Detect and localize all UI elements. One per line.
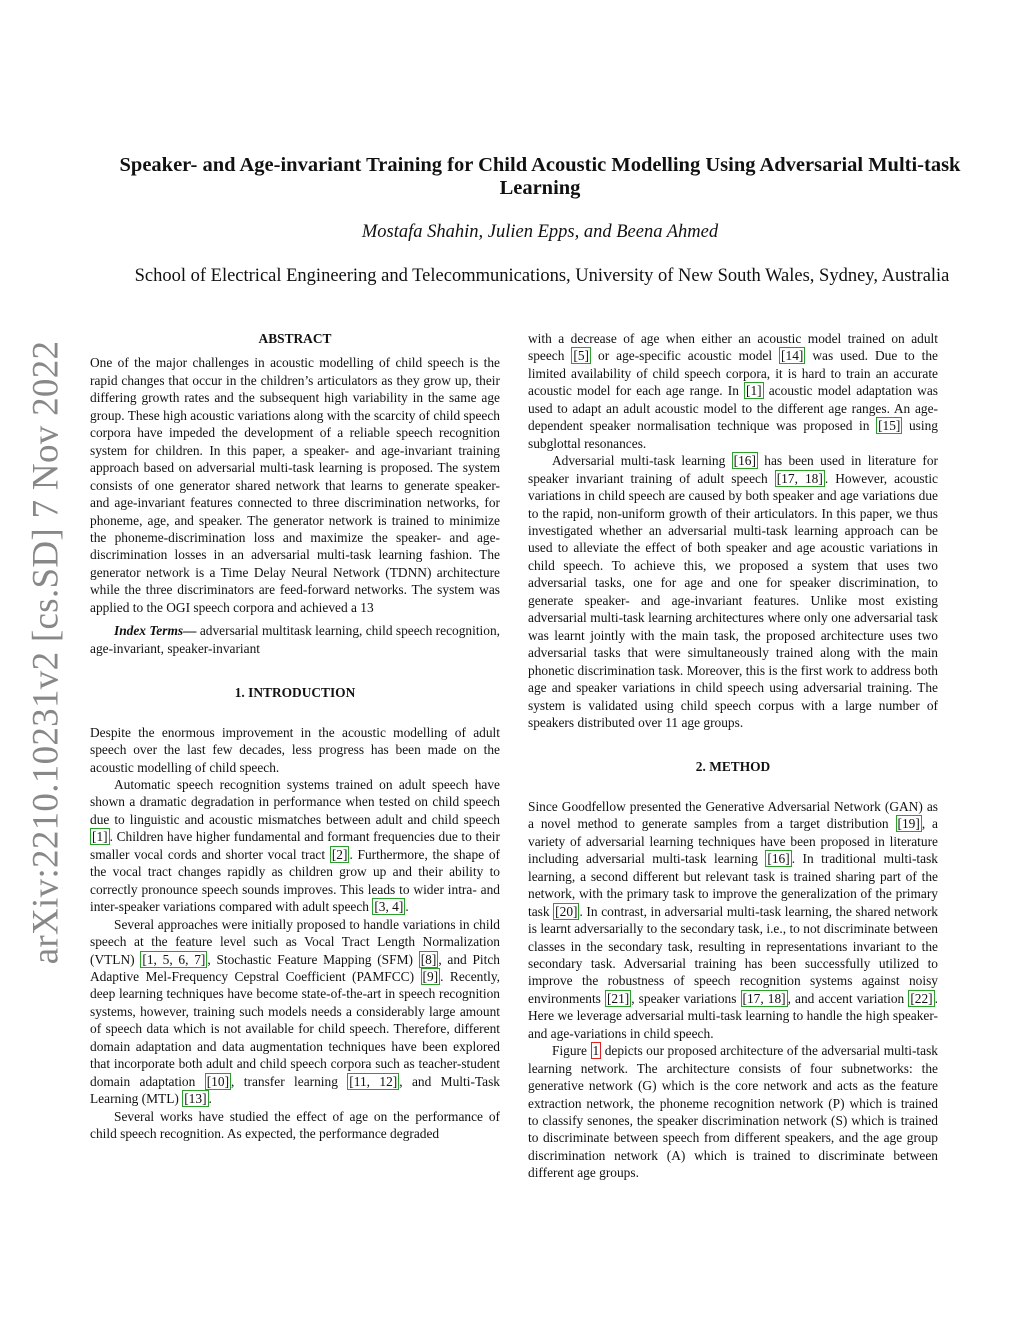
citation-link[interactable]: [15] [878,418,901,434]
intro-paragraph-5: with a decrease of age when either an acoustic model trained on adult speech [5] or age-specific acoustic model [14] was used. Due to the limited availability of child speech corpora, it is hard to train an accurate acoustic model for each age range. In [1] acoustic model adaptation was used to adapt an adult acoustic model to the different age ranges. An age-dependent speaker normalisation technique was proposed in [15] using subglottal resonances. [528,331,938,451]
citation-link[interactable]: [14] [781,348,804,364]
method-paragraph-2: Figure 1 depicts our proposed architecture of the adversarial multi-task learning network. The architecture consists of four subnetworks: the generative network (G) which is the core network and acts as the feature extraction network, the phoneme recognition network (P) which is trained to classify senones, the speaker discrimination network (S) which is trained to discriminate between speech from different speakers, and the age group discrimination network (A) which is trained to discriminate between different age groups. [528,1043,939,1181]
intro-paragraph-3: Several approaches were initially proposed to handle variations in child speech at the feature level such as Vocal Tract Length Normalization (VTLN) [1, 5, 6, 7] , Stochastic Feature Mapping (SFM) [8] , and Pitch Adaptive Mel-Frequency Cepstral Coefficient (PAMFCC) [9] . Recently, deep learning techniques have become state-of-the-art in speech recognition systems, however, training such models needs a considerably large amount of speech data which is not available for child speech. Therefore, different domain adaptation and data augmentation techniques have been explored that incorporate both adult and child speech corpora such as teacher-student domain adaptation [10] , transfer learning [11, 12] , and Multi-Task Learning (MTL) [13] . [90,916,501,1107]
index-terms-text: adversarial multitask learning, child speech recognition, age-invariant, speaker-invariant [90,623,500,656]
citation-link[interactable]: [21] [606,990,630,1006]
abstract-text: One of the major challenges in acoustic modelling of child speech is the rapid changes that occur in the children’s articulators as they grow up, their differing growth rates and the subsequent high variability in the same age group. These high acoustic variations along with the scarcity of child speech corpora have impeded the development of a reliable speech recognition system for children. In this paper, a speaker- and age-invariant training approach based on adversarial multi-task learning is proposed. The system consists of one generator shared network that learns to generate speaker- and age-invariant features connected to three discrimination networks, for phoneme, age, and speaker. The generator network is trained to minimize the phoneme-discrimination loss and maximize the speaker- and age-discrimination losses in an adversarial multi-task learning fashion. The generator network is a Time Delay Neural Network (TDNN) architecture while the three discriminators are feed-forward networks. The system was applied to the OGI speech corpora and achieved a 13 [90,355,500,615]
citation-link[interactable]: [17, 18] [776,470,823,486]
abstract-heading: ABSTRACT [258,331,332,346]
citation-link[interactable]: [16] [733,453,756,469]
arxiv-identifier: arXiv:2210.10231v2 [cs.SD] 7 Nov 2022 [25,340,67,965]
citation-link[interactable]: [22] [910,990,933,1006]
citation-link[interactable]: [13] [184,1091,207,1107]
introduction-heading: 1. INTRODUCTION [234,685,356,701]
citation-link[interactable]: [10] [206,1073,230,1089]
citation-link[interactable]: [1, 5, 6, 7] [142,951,206,967]
citation-link[interactable]: [5] [573,348,590,364]
method-heading: 2. METHOD [695,759,771,775]
citation-link[interactable]: [20] [555,903,578,919]
index-terms [90,622,500,657]
paper-title: Speaker- and Age-invariant Training for Child Acoustic Modelling Using Adversarial Multi-task Learning [119,154,961,199]
citation-link[interactable]: [3, 4] [374,899,404,915]
index-terms-label: Index Terms— [114,623,197,639]
intro-paragraph-6: Adversarial multi-task learning [16] has been used in literature for speaker invariant training of adult speech [17, 18] . However, acoustic variations in child speech are caused by both speaker and age variations due to the rapid, non-uniform growth of their articulators. In this paper, we thus investigated whether an adversarial multi-task learning approach can be used to alleviate the effect of both speaker and age acoustic variations in child speech. To achieve this, we proposed a system that uses two adversarial tasks, one for age and one for speaker discrimination, to generate speaker- and age-invariant features. Unlike most existing adversarial multi-task learning architectures where only one adversarial task was learnt jointly with the main task, the proposed architecture uses two adversarial tasks that were simultaneously trained along with the main phonetic discrimination task. Moreover, this is the first work to address both age and speaker variations in child speech using adversarial training. The system is validated using child speech corpus with a large number of speakers distributed over 11 age groups. [528,453,938,730]
citation-link[interactable]: [1] [92,829,108,845]
paper-affiliation: School of Electrical Engineering and Telecommunications, University of New South Wales, Sydney, Australia [134,266,950,286]
intro-paragraph-1: Despite the enormous improvement in the acoustic modelling of adult speech over the last few decades, less progress has been made on the acoustic modelling of child speech. [90,724,500,775]
method-paragraph-1: Since Goodfellow presented the Generative Adversarial Network (GAN) as a novel method to generate samples from a target distribution [19] , a variety of adversarial learning techniques have been proposed in literature including adversarial multi-task learning [16] . In traditional multi-task learning, a second different but relevant task is trained sharing part of the network, with the primary task to improve the generalization of the primary task [20] . In contrast, in adversarial multi-task learning, the shared network is learnt adversarially to the secondary task, i.e., to not discriminate between classes in the secondary task, resulting in representations invariant to the secondary task. Adversarial training has been successfully utilized to improve the robustness of speech recognition systems against noisy environments [21] , speaker variations [17, 18] , and accent variation [22] . Here we leverage adversarial multi-task learning to handle the high speaker- and age-variations in child speech. [528,798,938,1041]
intro-paragraph-4: Several works have studied the effect of age on the performance of child speech recognition. As expected, the performance degraded [90,1108,500,1142]
citation-link[interactable]: [9] [422,968,439,984]
figure-reference-link[interactable]: 1 [592,1043,600,1059]
citation-link[interactable]: [19] [897,816,920,832]
citation-link[interactable]: [1] [746,383,762,399]
intro-paragraph-2: Automatic speech recognition systems trained on adult speech have shown a dramatic degradation in performance when tested on child speech due to linguistic and acoustic mismatches between adult and child speech [1] . Children have higher fundamental and formant frequencies due to their smaller vocal cords and shorter vocal tract [2] . Furthermore, the shape of the vocal tract changes rapidly as children grow up and their ability to correctly pronounce speech sounds improves. This leads to wider intra- and inter-speaker variations compared with adult speech [3, 4] . [90,776,500,915]
citation-link[interactable]: [16] [767,851,790,867]
citation-link[interactable]: [11, 12] [349,1073,398,1089]
citation-link[interactable]: [2] [331,846,348,862]
right-column [528,330,938,1182]
citation-link[interactable]: [8] [420,951,437,967]
arxiv-sidebar-stamp [22,340,70,965]
left-column [90,330,500,1142]
paper-authors: Mostafa Shahin, Julien Epps, and Beena Ahmed [361,222,719,242]
citation-link[interactable]: [17, 18] [742,990,786,1006]
